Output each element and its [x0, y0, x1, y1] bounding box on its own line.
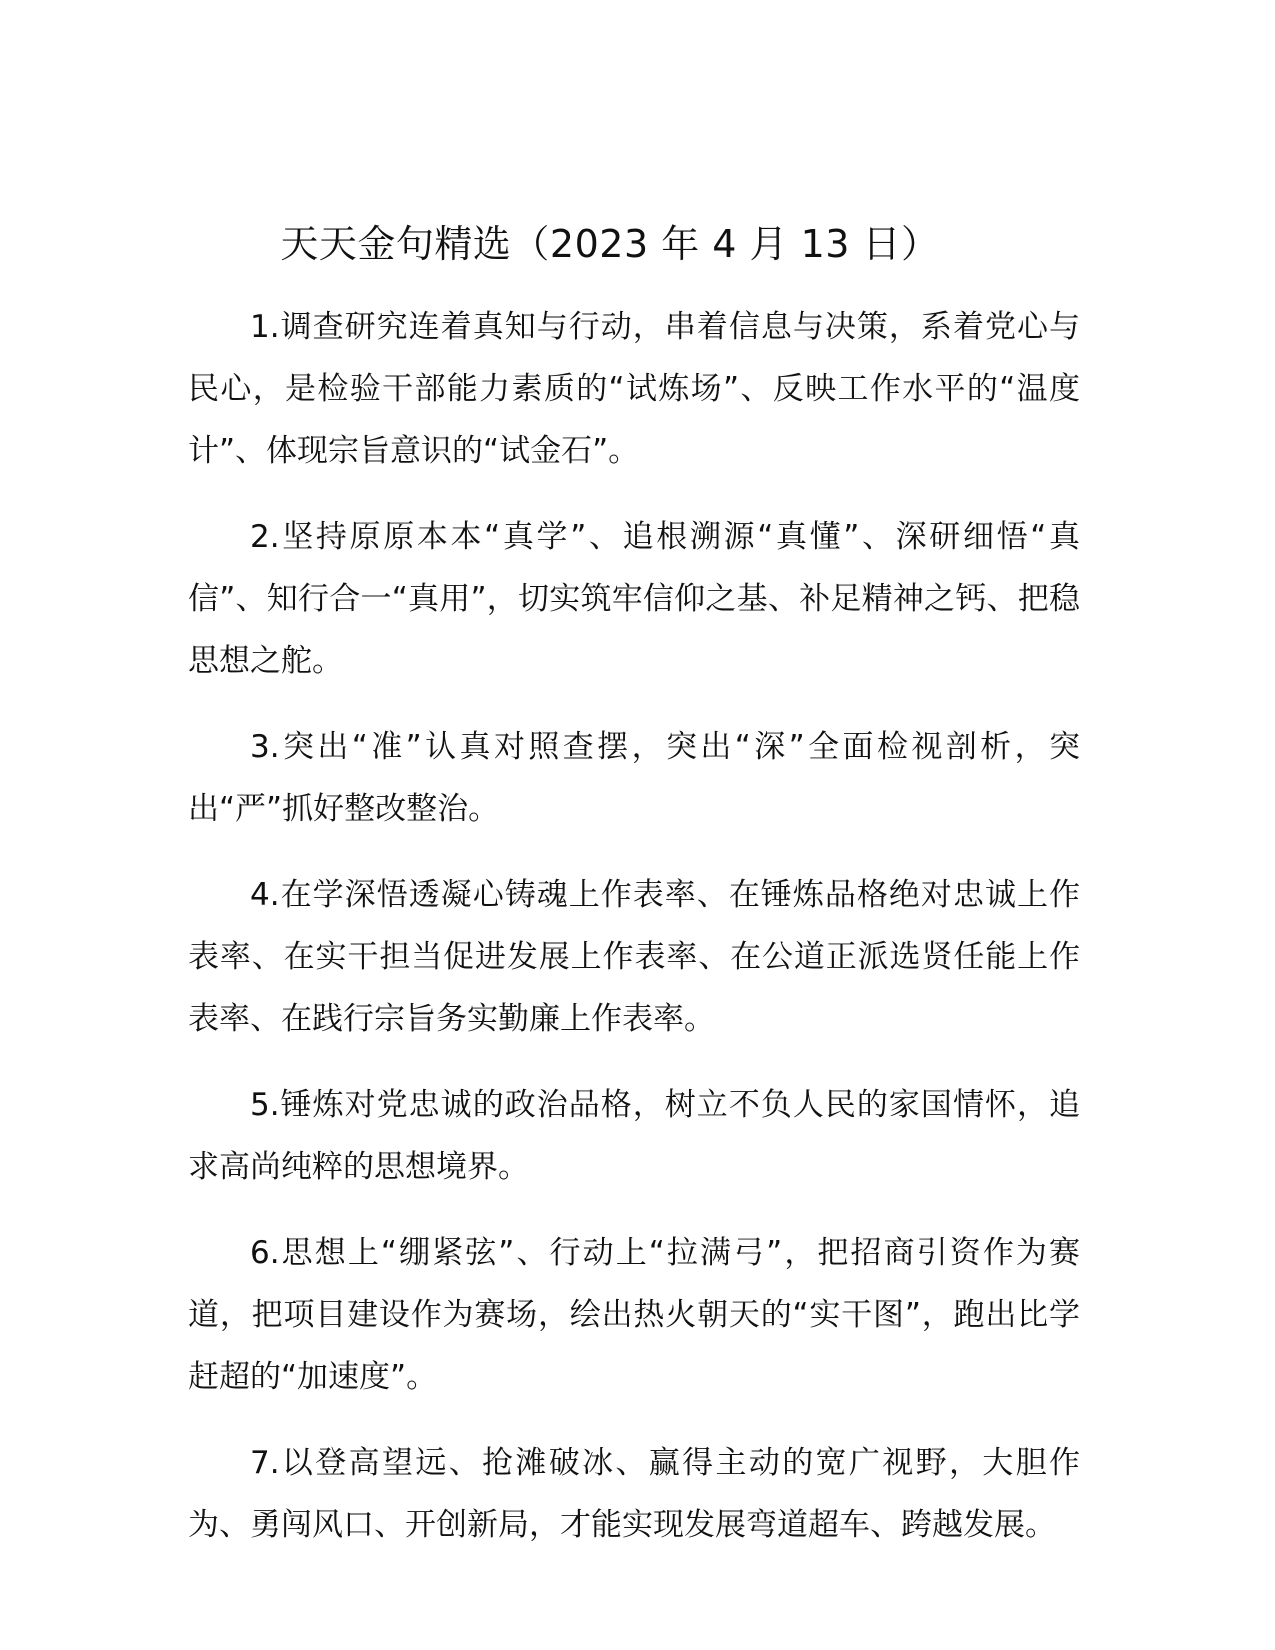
document-title: 天天金句精选（2023 年 4 月 13 日）	[280, 222, 940, 266]
quote-paragraph-5: 5.锤炼对党忠诚的政治品格，树立不负人民的家国情怀，追求高尚纯粹的思想境界。	[188, 1087, 1080, 1185]
document-body	[188, 296, 1080, 1580]
quote-paragraph-6: 6.思想上“绷紧弦”、行动上“拉满弓”，把招商引资作为赛道，把项目建设作为赛场，绘出热火朝天的“实干图”，跑出比学赶超的“加速度”。	[188, 1235, 1080, 1395]
quote-paragraph-2: 2.坚持原原本本“真学”、追根溯源“真懂”、深研细悟“真信”、知行合一“真用”，切实筑牢信仰之基、补足精神之钙、把稳思想之舵。	[188, 519, 1080, 679]
quote-paragraph-3: 3.突出“准”认真对照查摆，突出“深”全面检视剖析，突出“严”抓好整改整治。	[188, 729, 1080, 827]
quote-paragraph-1: 1.调查研究连着真知与行动，串着信息与决策，系着党心与民心，是检验干部能力素质的“试炼场”、反映工作水平的“温度计”、体现宗旨意识的“试金石”。	[188, 309, 1080, 469]
quote-paragraph-4: 4.在学深悟透凝心铸魂上作表率、在锤炼品格绝对忠诚上作表率、在实干担当促进发展上作表率、在公道正派选贤任能上作表率、在践行宗旨务实勤廉上作表率。	[188, 877, 1080, 1037]
quote-paragraph-7: 7.以登高望远、抢滩破冰、赢得主动的宽广视野，大胆作为、勇闯风口、开创新局，才能实现发展弯道超车、跨越发展。	[188, 1445, 1080, 1543]
